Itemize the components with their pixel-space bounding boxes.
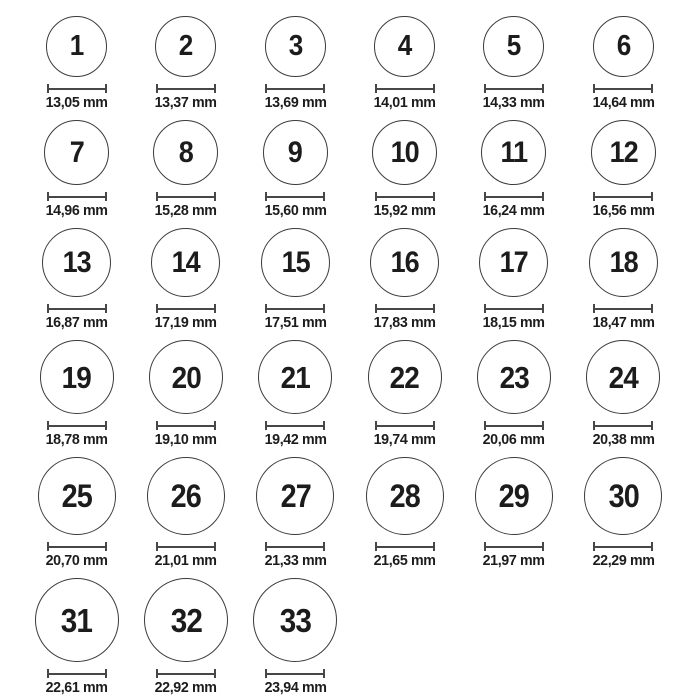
ring-size-number: 13 (62, 245, 91, 279)
ring-size-number: 7 (69, 135, 84, 169)
ruler-line (377, 88, 433, 90)
ring-circle (40, 340, 114, 414)
ring-circle (368, 340, 442, 414)
ring-size-number: 12 (609, 135, 638, 169)
ring-size-number: 3 (288, 30, 303, 62)
ruler-line (267, 546, 323, 548)
ruler-line (267, 308, 323, 310)
diameter-label: 13,37 mm (155, 94, 217, 111)
ring-size-cell (372, 120, 437, 219)
ruler-line (486, 196, 542, 198)
diameter-label: 21,01 mm (155, 552, 217, 569)
diameter-label: 19,42 mm (264, 431, 327, 448)
ring-circle (149, 340, 223, 414)
ring-circle (147, 457, 225, 535)
ring-size-chart (22, 16, 678, 696)
diameter-ruler (593, 192, 653, 201)
ring-size-number: 18 (609, 245, 638, 279)
ring-circle (256, 457, 334, 535)
ring-size-number: 14 (171, 245, 201, 279)
ruler-line (158, 673, 214, 675)
chart-row (22, 578, 678, 696)
ring-circle (584, 457, 662, 535)
diameter-ruler (156, 84, 216, 93)
ring-size-cell (584, 457, 662, 569)
diameter-ruler (265, 304, 325, 313)
ring-size-number: 21 (280, 359, 310, 395)
diameter-ruler (265, 669, 325, 678)
chart-row (22, 16, 678, 111)
diameter-label: 15,60 mm (264, 202, 327, 219)
diameter-label: 22,92 mm (155, 679, 217, 696)
diameter-ruler (47, 304, 107, 313)
ruler-line (486, 308, 542, 310)
diameter-label: 21,65 mm (373, 552, 436, 569)
diameter-label: 15,92 mm (373, 202, 436, 219)
diameter-ruler (375, 304, 435, 313)
diameter-label: 17,83 mm (373, 314, 436, 331)
diameter-ruler (265, 84, 325, 93)
ring-size-cell (263, 16, 328, 111)
diameter-ruler (375, 542, 435, 551)
ruler-line (49, 546, 105, 548)
ring-size-number: 15 (281, 245, 310, 279)
ring-size-cell (372, 16, 437, 111)
ring-circle (261, 228, 330, 297)
diameter-label: 19,74 mm (373, 431, 436, 448)
ring-size-number: 32 (170, 601, 202, 639)
ruler-line (267, 88, 323, 90)
ring-size-cell (153, 16, 218, 111)
ring-size-cell (153, 120, 218, 219)
ring-circle (475, 457, 553, 535)
diameter-ruler (265, 192, 325, 201)
ruler-line (49, 196, 105, 198)
ring-size-number: 11 (500, 135, 528, 169)
chart-row (22, 457, 678, 569)
diameter-label: 20,70 mm (45, 552, 108, 569)
chart-row (22, 340, 678, 448)
ruler-line (377, 308, 433, 310)
ring-size-number: 1 (69, 30, 84, 62)
ruler-line (49, 425, 105, 427)
diameter-label: 21,97 mm (483, 552, 545, 569)
ring-size-number: 8 (178, 135, 194, 169)
ring-circle (44, 120, 109, 185)
ring-size-cell (253, 578, 337, 696)
diameter-label: 17,51 mm (264, 314, 327, 331)
diameter-label: 18,78 mm (45, 431, 108, 448)
diameter-label: 14,33 mm (483, 94, 545, 111)
ring-size-cell (370, 228, 439, 331)
diameter-ruler (47, 669, 107, 678)
diameter-label: 20,38 mm (592, 431, 655, 448)
ring-size-cell (144, 578, 228, 696)
diameter-label: 14,96 mm (45, 202, 108, 219)
ring-circle (258, 340, 332, 414)
ring-size-cell (586, 340, 660, 448)
ruler-line (267, 673, 323, 675)
ring-size-number: 16 (390, 245, 419, 279)
ruler-line (49, 308, 105, 310)
ruler-line (158, 308, 214, 310)
diameter-ruler (156, 542, 216, 551)
diameter-ruler (484, 542, 544, 551)
ring-size-number: 22 (390, 359, 420, 395)
diameter-ruler (593, 84, 653, 93)
diameter-ruler (375, 192, 435, 201)
ring-size-number: 17 (499, 245, 529, 279)
diameter-label: 16,56 mm (592, 202, 655, 219)
diameter-label: 13,69 mm (264, 94, 327, 111)
diameter-label: 13,05 mm (45, 94, 108, 111)
ring-size-cell (256, 457, 334, 569)
diameter-ruler (375, 421, 435, 430)
diameter-label: 19,10 mm (155, 431, 217, 448)
diameter-ruler (156, 669, 216, 678)
diameter-label: 16,24 mm (483, 202, 545, 219)
diameter-ruler (593, 421, 653, 430)
ruler-line (377, 546, 433, 548)
ring-size-cell (481, 120, 546, 219)
ring-circle (253, 578, 337, 662)
ring-circle (481, 120, 546, 185)
diameter-label: 14,01 mm (373, 94, 436, 111)
ruler-line (595, 546, 651, 548)
ring-size-number: 5 (507, 30, 521, 62)
ruler-line (158, 196, 214, 198)
ring-size-number: 6 (616, 30, 631, 62)
diameter-ruler (484, 192, 544, 201)
ring-size-cell (477, 340, 551, 448)
ruler-line (486, 546, 542, 548)
diameter-label: 15,28 mm (155, 202, 217, 219)
diameter-ruler (156, 421, 216, 430)
diameter-label: 22,61 mm (45, 679, 108, 696)
ruler-line (49, 88, 105, 90)
ruler-line (486, 425, 542, 427)
ring-circle (153, 120, 218, 185)
ring-circle (151, 228, 220, 297)
ring-size-cell (40, 340, 114, 448)
ring-size-number: 28 (389, 478, 420, 514)
ring-size-number: 10 (390, 135, 419, 169)
ring-size-cell (368, 340, 442, 448)
ring-size-cell (479, 228, 548, 331)
ring-size-cell (591, 120, 656, 219)
ring-size-cell (149, 340, 223, 448)
ring-circle (586, 340, 660, 414)
ring-size-number: 26 (170, 478, 202, 514)
ring-size-number: 31 (61, 601, 93, 639)
ring-circle (372, 120, 437, 185)
diameter-label: 22,29 mm (592, 552, 655, 569)
ring-circle (42, 228, 111, 297)
ring-size-number: 25 (61, 478, 92, 514)
chart-row (22, 120, 678, 219)
ring-size-cell (258, 340, 332, 448)
diameter-label: 21,33 mm (264, 552, 327, 569)
ruler-line (158, 546, 214, 548)
ring-size-cell (591, 16, 656, 111)
ring-circle (477, 340, 551, 414)
ring-size-cell (261, 228, 330, 331)
diameter-ruler (265, 421, 325, 430)
ruler-line (595, 88, 651, 90)
diameter-ruler (156, 304, 216, 313)
diameter-label: 18,15 mm (483, 314, 545, 331)
ring-circle (366, 457, 444, 535)
diameter-ruler (47, 84, 107, 93)
ring-circle (374, 16, 435, 77)
diameter-label: 14,64 mm (592, 94, 655, 111)
chart-row (22, 228, 678, 331)
ruler-line (49, 673, 105, 675)
ruler-line (158, 88, 214, 90)
ring-circle (265, 16, 326, 77)
diameter-ruler (47, 192, 107, 201)
ring-circle (263, 120, 328, 185)
ring-size-number: 33 (279, 601, 311, 639)
ring-circle (46, 16, 107, 77)
ring-size-number: 29 (498, 478, 530, 514)
ring-circle (589, 228, 658, 297)
ring-circle (38, 457, 116, 535)
diameter-ruler (375, 84, 435, 93)
ring-size-number: 19 (62, 359, 92, 395)
ring-size-number: 30 (608, 478, 639, 514)
diameter-ruler (47, 542, 107, 551)
ring-size-cell (44, 120, 109, 219)
diameter-label: 23,94 mm (264, 679, 327, 696)
ruler-line (377, 196, 433, 198)
ring-circle (144, 578, 228, 662)
diameter-label: 16,87 mm (45, 314, 108, 331)
ring-size-cell (44, 16, 109, 111)
ruler-line (595, 196, 651, 198)
ruler-line (377, 425, 433, 427)
ruler-line (267, 425, 323, 427)
ring-size-cell (151, 228, 220, 331)
diameter-label: 17,19 mm (155, 314, 217, 331)
ring-size-cell (42, 228, 111, 331)
ring-size-number: 2 (179, 30, 193, 62)
ruler-line (486, 88, 542, 90)
ring-circle (483, 16, 544, 77)
ring-size-cell (263, 120, 328, 219)
ring-circle (593, 16, 654, 77)
ring-size-number: 27 (280, 478, 311, 514)
diameter-label: 18,47 mm (592, 314, 655, 331)
diameter-ruler (593, 542, 653, 551)
diameter-ruler (156, 192, 216, 201)
ring-size-cell (475, 457, 553, 569)
ring-size-cell (147, 457, 225, 569)
ring-size-cell (589, 228, 658, 331)
ring-size-number: 9 (288, 135, 303, 169)
ring-size-cell (481, 16, 546, 111)
ring-size-cell (38, 457, 116, 569)
ruler-line (267, 196, 323, 198)
diameter-ruler (47, 421, 107, 430)
ring-circle (35, 578, 119, 662)
ring-size-number: 4 (397, 30, 412, 62)
ring-size-number: 24 (608, 359, 638, 395)
ring-circle (591, 120, 656, 185)
diameter-label: 20,06 mm (483, 431, 545, 448)
ruler-line (595, 308, 651, 310)
diameter-ruler (484, 84, 544, 93)
diameter-ruler (484, 421, 544, 430)
ring-size-cell (366, 457, 444, 569)
ring-size-number: 23 (499, 359, 529, 395)
ruler-line (595, 425, 651, 427)
ring-circle (370, 228, 439, 297)
diameter-ruler (484, 304, 544, 313)
diameter-ruler (593, 304, 653, 313)
ruler-line (158, 425, 214, 427)
diameter-ruler (265, 542, 325, 551)
ring-circle (155, 16, 216, 77)
ring-circle (479, 228, 548, 297)
ring-size-cell (35, 578, 119, 696)
ring-size-number: 20 (171, 359, 201, 395)
